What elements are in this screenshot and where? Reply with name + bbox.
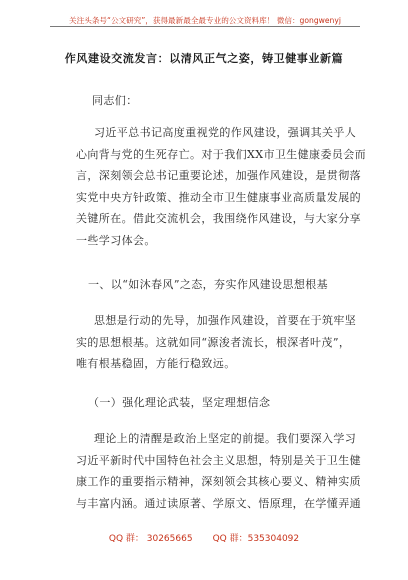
paragraph-line: 习近平总书记高度重视党的作风建设，强调其关乎人 bbox=[94, 126, 357, 139]
section-heading-1: 一、以“如沐春风”之态，夯实作风建设思想根基 bbox=[88, 278, 329, 291]
paragraph-3 bbox=[76, 428, 361, 514]
section-heading-2: （一）强化理论武装，坚定理想信念 bbox=[88, 396, 271, 409]
paragraph-line: 与丰富内涵。通过读原著、学原文、悟原理，在学懂弄通 bbox=[76, 496, 361, 510]
header-notice: 关注头条号“公文研究”，获得最新最全最专业的公文资料库！ 微信：gongwenyj bbox=[69, 16, 341, 25]
paragraph-2 bbox=[76, 310, 357, 375]
paragraph-1 bbox=[76, 122, 367, 252]
paragraph-line: 关键所在。借此交流机会，我围绕作风建设，与大家分享 bbox=[76, 212, 361, 226]
paragraph-line: 习近平新时代中国特色社会主义思想，特别是关于卫生健 bbox=[76, 453, 361, 467]
document-title: 作风建设交流发言：以清风正气之姿，铸卫健事业新篇 bbox=[64, 52, 344, 65]
paragraph-line: 理论上的清醒是政治上坚定的前提。我们要深入学习 bbox=[94, 432, 357, 445]
paragraph-line: 康工作的重要指示精神，深刻领会其核心要义、精神实质 bbox=[76, 475, 361, 489]
page-header bbox=[50, 8, 360, 27]
paragraph-line: 实的思想根基。这就如同“源浚者流长，根深者叶茂”， bbox=[76, 335, 351, 349]
greeting: 同志们： bbox=[92, 94, 138, 107]
paragraph-line: 思想是行动的先导，加强作风建设，首要在于筑牢坚 bbox=[94, 314, 357, 327]
paragraph-line: 心向背与党的生死存亡。对于我们XX市卫生健康委员会而 bbox=[76, 147, 367, 161]
footer-qq-group-2: QQ 群：535304092 bbox=[212, 534, 300, 544]
paragraph-line: 一些学习体会。 bbox=[76, 233, 156, 247]
page-footer bbox=[0, 531, 408, 544]
paragraph-line: 唯有根基稳固，方能行稳致远。 bbox=[76, 357, 236, 371]
paragraph-line: 言，深刻领会总书记重要论述，加强作风建设，是贯彻落 bbox=[76, 169, 361, 183]
footer-qq-group-1: QQ 群： 30265665 bbox=[108, 534, 193, 544]
paragraph-line: 实党中央方针政策、推动全市卫生健康事业高质量发展的 bbox=[76, 190, 361, 204]
